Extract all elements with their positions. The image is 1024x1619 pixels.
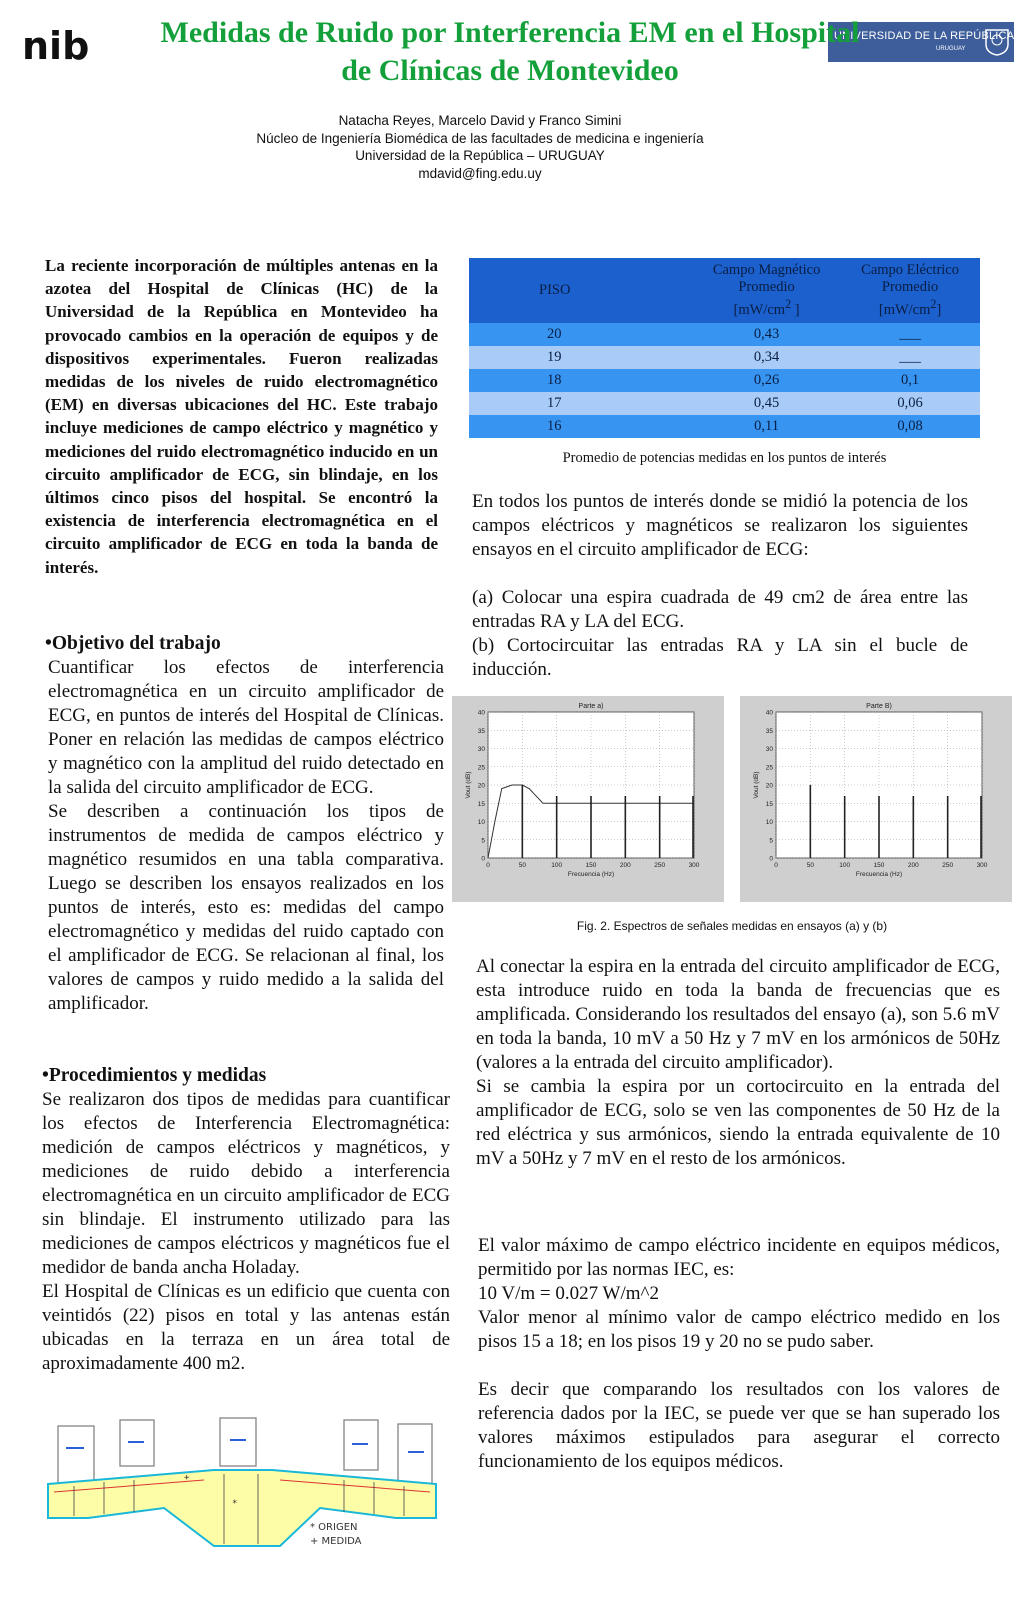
y-tick-label: 30: [765, 746, 773, 753]
objective-paragraph: Cuantificar los efectos de interferencia electromagnética en un circuito amplificador de ECG, en puntos de interés del Hospital de Clínicas. Poner en relación las medidas de campos eléctrico y magnético con la amplitud del ruido detectado en la salida del circuito amplificador de ECG.: [48, 657, 444, 798]
udelar-logo-name: UNIVERSIDAD DE LA REPÚBLICA: [834, 30, 1015, 42]
conclusion-paragraph: Es decir que comparando los resultados con los valores de referencia dados por la IEC, se puede ver que se han superado los valores máximos estipulados para asegurar el correcto funcionamiento de los equipos médicos.: [478, 1379, 1000, 1472]
poster-title: Medidas de Ruido por Interferencia EM en el Hospital de Clínicas de Montevideo: [160, 16, 860, 87]
procedures-body: [42, 1088, 450, 1376]
conclusion-paragraph: El valor máximo de campo eléctrico incidente en equipos médicos, permitido por las normas IEC, es:: [478, 1235, 1000, 1280]
table-header-row: [469, 258, 980, 323]
chart-part-b: [740, 696, 1012, 902]
authors-email[interactable]: mdavid@fing.edu.uy: [418, 165, 542, 181]
x-tick-label: 100: [839, 862, 851, 869]
legend-measure: + MEDIDA: [310, 1536, 362, 1547]
chart-part-b-svg: [740, 696, 1012, 902]
x-tick-label: 300: [688, 862, 700, 869]
results-body: [476, 955, 1000, 1171]
y-tick-label: 0: [769, 855, 773, 863]
procedures-paragraph: El Hospital de Clínicas es un edificio que cuenta con veintidós (22) pisos en total y las antenas están ubicadas en la terraza en un área total de aproximadamente 400 m2.: [42, 1281, 450, 1374]
authors-names: Natacha Reyes, Marcelo David y Franco Simini: [338, 113, 622, 128]
svg-text:+: +: [184, 1473, 190, 1483]
table-row: [469, 369, 980, 392]
chart-title: Parte a): [578, 703, 604, 710]
chart-part-a: [452, 696, 724, 902]
conclusion-formula: 10 V/m = 0.027 W/m^2: [478, 1283, 659, 1304]
table-header-magnetic-label: Campo Magnético Promedio: [712, 262, 821, 295]
objective-paragraph: Se describen a continuación los tipos de instrumentos de medida de campos eléctrico y magnético resumidos en una tabla comparativa. Luego se describen los ensayos realizados en los puntos de interés, esto es: medidas del campo electromagnético y medidas del ruido captado con el amplificador de ECG. Se relacionan al final, los valores de campos y ruido medido a la salida del amplificador.: [48, 801, 444, 1014]
udelar-seal-icon: [984, 28, 1010, 56]
y-tick-label: 35: [765, 727, 773, 735]
table-header-magnetic-close: ]: [791, 301, 800, 318]
legend-origin: * ORIGEN: [310, 1522, 358, 1533]
objective-body: [48, 656, 444, 1016]
y-tick-label: 20: [477, 782, 485, 790]
table-header-magnetic-unit: [mW/cm: [733, 301, 786, 318]
table-header-electric: [840, 258, 980, 323]
table-row: [469, 415, 980, 438]
authors-affiliation: Núcleo de Ingeniería Biomédica de las facultades de medicina e ingeniería: [256, 130, 704, 146]
x-tick-label: 150: [873, 862, 885, 869]
conclusion-body: [478, 1234, 1000, 1474]
svg-text:nib: nib: [22, 26, 90, 66]
table-row: [469, 392, 980, 415]
y-tick-label: 5: [769, 837, 773, 845]
results-paragraph: Si se cambia la espira por un cortocircuito en la entrada del amplificador de ECG, solo se ven las componentes de 50 Hz de la red eléctrica y sus armónicos, siendo la entrada equivalente de 10 mV a 50Hz y 7 mV en el resto de los armónicos.: [476, 1076, 1000, 1169]
x-tick-label: 50: [806, 862, 814, 869]
table-cell-magnetic: 0,11: [693, 415, 840, 438]
x-tick-label: 300: [976, 862, 988, 869]
table-row: [469, 346, 980, 369]
table-cell-piso: 16: [469, 415, 693, 438]
udelar-logo-country: URUGUAY: [936, 46, 966, 52]
y-tick-label: 15: [765, 800, 773, 808]
x-tick-label: 250: [654, 862, 666, 869]
y-tick-label: 5: [481, 837, 485, 845]
table-cell-piso: 17: [469, 392, 693, 415]
y-tick-label: 15: [477, 800, 485, 808]
tests-paragraph: En todos los puntos de interés donde se midió la potencia de los campos eléctricos y magnéticos se realizaron los siguientes ensayos en el circuito amplificador de ECG:: [472, 491, 968, 560]
nib-logo: [20, 26, 112, 66]
table-header-electric-label: Campo Eléctrico Promedio: [861, 262, 959, 295]
authors-university: Universidad de la República – URUGUAY: [355, 148, 605, 163]
table-cell-piso: 18: [469, 369, 693, 392]
chart-part-a-svg: [452, 696, 724, 902]
y-tick-label: 30: [477, 746, 485, 753]
procedures-paragraph: Se realizaron dos tipos de medidas para cuantificar los efectos de Interferencia Electromagnética: medición de campos eléctricos y magnéticos, y mediciones de ruido debido a interferencia electromagnética en un circuito amplificador de ECG sin blindaje. El instrumento utilizado para las mediciones de campos eléctricos y magnéticos fue el medidor de banda ancha Holaday.: [42, 1089, 450, 1278]
table-cell-electric: 0,1: [840, 369, 980, 392]
table-cell-magnetic: 0,26: [693, 369, 840, 392]
x-tick-label: 250: [942, 862, 954, 869]
y-tick-label: 10: [477, 819, 485, 826]
y-tick-label: 20: [765, 782, 773, 790]
objective-heading: [45, 632, 445, 656]
y-tick-label: 25: [765, 764, 773, 772]
tests-paragraph: (b) Cortocircuitar las entradas RA y LA sin el bucle de inducción.: [472, 635, 968, 680]
power-table-wrapper: [469, 258, 980, 438]
y-tick-label: 35: [477, 727, 485, 735]
table-header-magnetic-sup: 2: [785, 297, 792, 311]
table-cell-magnetic: 0,34: [693, 346, 840, 369]
x-tick-label: 0: [486, 862, 490, 869]
bullet-icon: •: [42, 1065, 49, 1086]
table-cell-piso: 19: [469, 346, 693, 369]
hospital-floor-plan: [44, 1414, 440, 1578]
y-tick-label: 25: [477, 764, 485, 772]
table-header-piso: PISO: [469, 258, 693, 323]
y-axis-label: Vout (dB): [465, 771, 472, 799]
table-cell-magnetic: 0,45: [693, 392, 840, 415]
authors-block: [200, 112, 760, 182]
table-header-electric-unit: [mW/cm: [878, 301, 931, 318]
procedures-heading: [42, 1064, 442, 1088]
table-cell-electric: 0,06: [840, 392, 980, 415]
y-tick-label: 40: [765, 709, 773, 717]
figure-caption: Fig. 2. Espectros de señales medidas en ensayos (a) y (b): [576, 919, 888, 933]
bullet-icon: •: [45, 633, 52, 654]
svg-text:*: *: [232, 1499, 238, 1509]
x-tick-label: 200: [907, 862, 919, 869]
table-cell-electric: 0,08: [840, 415, 980, 438]
x-tick-label: 150: [585, 862, 597, 869]
objective-heading-text: Objetivo del trabajo: [51, 633, 221, 654]
table-cell-electric: ___: [840, 323, 980, 346]
chart-title: Parte B): [866, 703, 892, 710]
table-cell-magnetic: 0,43: [693, 323, 840, 346]
table-cell-electric: ___: [840, 346, 980, 369]
tests-paragraph: (a) Colocar una espira cuadrada de 49 cm2 de área entre las entradas RA y LA del ECG.: [472, 587, 968, 632]
abstract: La reciente incorporación de múltiples antenas en la azotea del Hospital de Clínicas (HC) de la Universidad de la República en Montevideo ha provocado cambios en la operación de equipos y de dispositivos experimentales. Fueron realizadas medidas de los niveles de ruido electromagnético (EM) en diversas ubicaciones del HC. Este trabajo incluye mediciones de campo eléctrico y magnético y mediciones del ruido electromagnético inducido en un circuito amplificador de ECG, sin blindaje, en los últimos cinco pisos del hospital. Se encontró la existencia de interferencia electromagnética en el circuito amplificador de ECG en toda la banda de interés.: [45, 256, 438, 577]
tests-body: [472, 490, 968, 682]
table-cell-piso: 20: [469, 323, 693, 346]
x-tick-label: 0: [774, 862, 778, 869]
procedures-heading-text: Procedimientos y medidas: [48, 1065, 267, 1086]
table-caption: Promedio de potencias medidas en los puntos de interés: [562, 450, 887, 466]
conclusion-paragraph: Valor menor al mínimo valor de campo eléctrico medido en los pisos 15 a 18; en los pisos 19 y 20 no se pudo saber.: [478, 1307, 1000, 1352]
x-tick-label: 50: [518, 862, 526, 869]
y-tick-label: 40: [477, 709, 485, 717]
y-tick-label: 0: [481, 855, 485, 863]
table-row: [469, 323, 980, 346]
table-header-magnetic: [693, 258, 840, 323]
y-axis-label: Vout (dB): [753, 771, 760, 799]
x-tick-label: 100: [551, 862, 563, 869]
x-axis-label: Frecuencia (Hz): [567, 871, 615, 878]
results-paragraph: Al conectar la espira en la entrada del circuito amplificador de ECG, esta introduce ruido en toda la banda de frecuencias que es amplificada. Considerando los resultados del ensayo (a), son 5.6 mV en toda la banda, 10 mV a 50 Hz y 7 mV en los armónicos de 50Hz (valores a la entrada del circuito amplificador).: [476, 956, 1000, 1073]
x-axis-label: Frecuencia (Hz): [855, 871, 903, 878]
y-tick-label: 10: [765, 819, 773, 826]
x-tick-label: 200: [619, 862, 631, 869]
power-table: [469, 258, 980, 438]
table-header-electric-sup: 2: [930, 297, 937, 311]
table-header-electric-close: ]: [936, 301, 942, 318]
